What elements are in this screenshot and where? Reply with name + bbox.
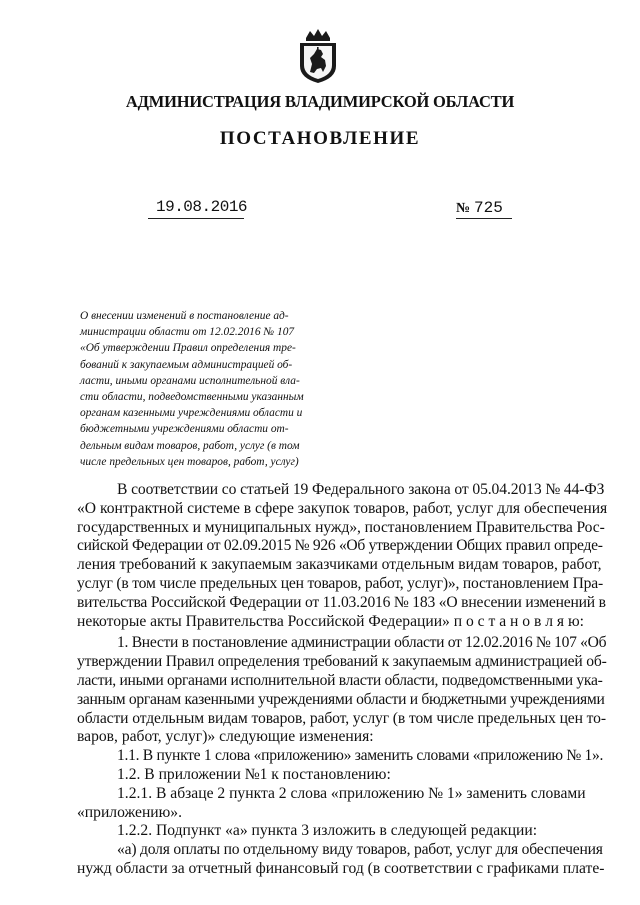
- body-line: «О контрактной системе в сфере закупок товаров, работ, услуг для обеспечения: [77, 499, 608, 517]
- body-line: 1.1. В пункте 1 слова «приложению» заменить словами «приложению № 1».: [117, 747, 604, 765]
- document-type: ПОСТАНОВЛЕНИЕ: [219, 128, 421, 149]
- coat-of-arms-icon: [296, 28, 340, 84]
- body-line: В соответствии со статьей 19 Федерального закона от 05.04.2013 № 44-ФЗ: [117, 481, 605, 498]
- body-line: 1.2. В приложении №1 к постановлению:: [117, 765, 391, 783]
- document-body: [77, 481, 607, 879]
- subject-line: сти области, подведомственными указанным: [80, 391, 304, 404]
- body-line: варов, работ, услуг)» следующие изменения:: [77, 728, 374, 746]
- organization-name: АДМИНИСТРАЦИЯ ВЛАДИМИРСКОЙ ОБЛАСТИ: [125, 92, 515, 111]
- body-line: государственных и муниципальных нужд», постановлением Правительства Рос-: [77, 518, 605, 536]
- body-line: ласти, иными органами исполнительной власти области, подведомственными ука-: [77, 671, 603, 689]
- body-line: утверждении Правил определения требований к закупаемым администрацией об-: [77, 653, 607, 671]
- document-subject: [80, 308, 350, 470]
- body-line: области отдельным видам товаров, работ, услуг (в том числе предельных цен то-: [77, 709, 606, 727]
- body-line: «а) доля оплаты по отдельному виду товаров, работ, услуг для обеспечения: [117, 841, 603, 859]
- subject-line: бюджетными учреждениями области от-: [80, 423, 289, 436]
- body-line: ления требований к закупаемым заказчиками отдельным видам товаров, работ,: [77, 556, 602, 574]
- body-line: сийской Федерации от 02.09.2015 № 926 «Об утверждении Общих правил опреде-: [77, 537, 603, 555]
- number-sign: №: [456, 201, 471, 216]
- document-number: 725: [474, 199, 503, 217]
- subject-line: министрации области от 12.02.2016 № 107: [80, 326, 295, 339]
- subject-line: органам казенными учреждениями области и: [80, 407, 303, 420]
- subject-line: О внесении изменений в постановление ад-: [80, 310, 289, 322]
- date-field: [148, 196, 248, 219]
- body-line: «приложению».: [77, 803, 182, 821]
- body-line: услуг (в том числе предельных цен товаров, работ, услуг)», постановлением Пра-: [77, 574, 603, 592]
- subject-line: дельным видам товаров, работ, услуг (в том: [80, 439, 300, 452]
- number-field: [456, 198, 512, 219]
- body-line: 1.2.1. В абзаце 2 пункта 2 слова «приложению № 1» заменить словами: [117, 784, 586, 802]
- subject-line: числе предельных цен товаров, работ, услуг): [80, 455, 299, 468]
- subject-line: бований к закупаемым администрацией об-: [80, 358, 293, 371]
- body-line: нужд области за отчетный финансовый год (в соответствии с графиками плате-: [77, 859, 605, 877]
- body-line: занным органам казенными учреждениями области и бюджетными учреждениями: [77, 690, 605, 708]
- document-date: 19.08.2016: [156, 198, 248, 216]
- body-line: 1.2.2. Подпункт «а» пункта 3 изложить в следующей редакции:: [117, 822, 538, 840]
- body-line: некоторые акты Правительства Российской Федерации» п о с т а н о в л я ю:: [77, 612, 584, 630]
- body-line: 1. Внести в постановление администрации области от 12.02.2016 № 107 «Об: [117, 634, 607, 652]
- subject-line: «Об утверждении Правил определения тре-: [80, 342, 296, 355]
- subject-line: ласти, иными органами исполнительной вла-: [80, 374, 300, 387]
- body-line: вительства Российской Федерации от 11.03.2016 № 183 «О внесении изменений в: [77, 593, 606, 611]
